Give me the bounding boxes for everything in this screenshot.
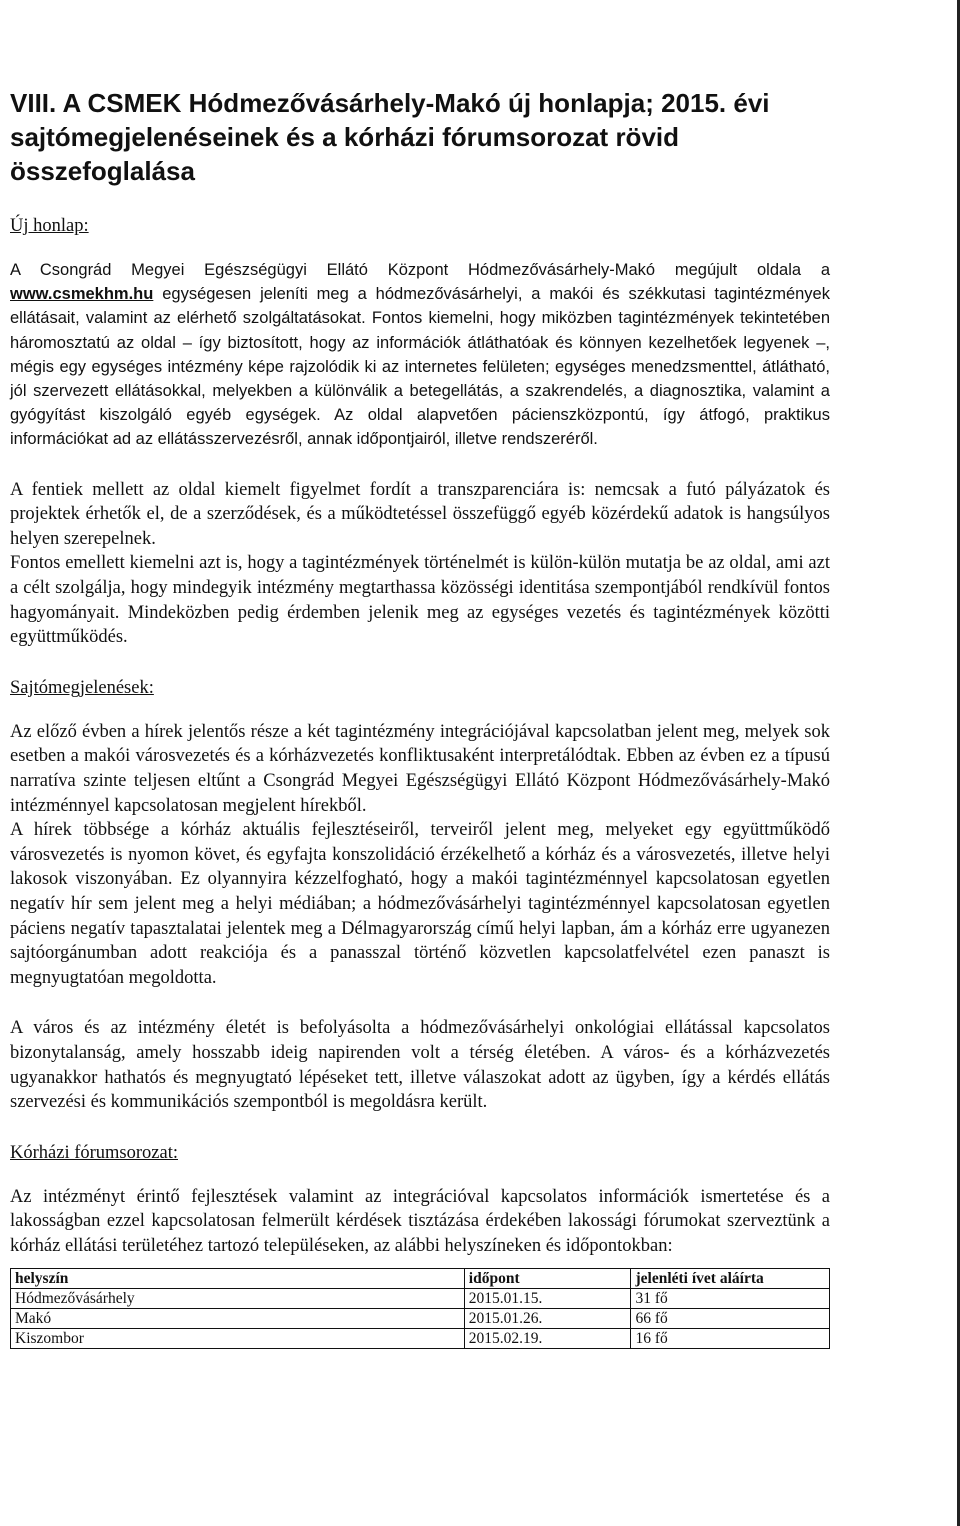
table-header-row: [11, 1269, 830, 1289]
table-cell-location: Kiszombor: [11, 1329, 465, 1349]
table-cell-date: 2015.01.15.: [464, 1289, 631, 1309]
table-cell-attendance: 16 fő: [631, 1329, 830, 1349]
paragraph-website-intro: [10, 258, 830, 452]
table-row: [11, 1289, 830, 1309]
document-content: [10, 86, 830, 1349]
website-link[interactable]: www.csmekhm.hu: [10, 285, 154, 304]
table-header-date: időpont: [464, 1269, 631, 1289]
table-cell-location: Hódmezővásárhely: [11, 1289, 465, 1309]
paragraph-press-previous-year: Az előző évben a hírek jelentős része a két tagintézmény integrációjával kapcsolatban jelent meg, melyek sok esetben a makói városvezetés és a kórházvezetés konfliktusaként interpretálódtak. Ebben az évben ez a típusú narratíva szinte teljesen eltűnt a Csongrád Megyei Egészségügyi Ellátó Központ Hódmezővásárhely-Makó intézménnyel kapcsolatosan megjelent hírekből.: [10, 721, 830, 816]
title-line-1: VIII. A CSMEK Hódmezővásárhely-Makó új honlapja; 2015. évi: [10, 88, 770, 118]
paragraph-website-intro-cont: Fontos kiemelni, hogy miközben tagintézmények tekintetében háromosztatú az oldal – így biztosított, hogy az információk átláthatóak és könnyen kezelhetőek legyenek –, mégis egy egységes intézmény képe rajzolódik ki az internetes felületen; egységes menedzsmenttel, átlátható, jól szervezett ellátásokkal, melyekben a különválik a betegellátás, a szakrendelés, a diagnosztika, valamint a gyógyítást kiszolgáló egyéb egységek. Az oldal alapvetően pácienszközpontú, így átfogó, praktikus információkat ad az ellátásszervezésről, annak időpontjairól, illetve rendszeréről.: [10, 309, 830, 449]
table-header-location: helyszín: [11, 1269, 465, 1289]
forum-table: [10, 1268, 830, 1349]
section-heading-press: Sajtómegjelenések:: [10, 677, 154, 698]
paragraph-oncology: A város és az intézmény életét is befolyásolta a hódmezővásárhelyi onkológiai ellátással kapcsolatos bizonytalanság, amely hosszabb ideig napirenden volt a térség életében. A város- és a kórházvezetés ugyanakkor hathatós és megnyugtató lépéseket tett, illetve válaszokat adott az ügyben, így a kérdés ellátás szervezési és kommunikációs szempontból is megoldásra került.: [10, 1018, 830, 1113]
section-heading-new-website: Új honlap:: [10, 216, 89, 236]
table-header-attendance: jelenléti ívet aláírta: [631, 1269, 830, 1289]
table-cell-attendance: 31 fő: [631, 1289, 830, 1309]
table-row: [11, 1329, 830, 1349]
table-cell-attendance: 66 fő: [631, 1309, 830, 1329]
paragraph-forums: Az intézményt érintő fejlesztések valamint az integrációval kapcsolatos információk ismertetése és a lakosságban ezzel kapcsolatosan felmerült kérdések tisztázása érdekében lakossági fórumokat szerveztünk a kórház ellátási területéhez tartozó településeken, az alábbi helyszíneken és időpontokban:: [10, 1186, 830, 1256]
paragraph-website-intro-start: A Csongrád Megyei Egészségügyi Ellátó Központ Hódmezővásárhely-Makó megújult oldala a: [10, 261, 830, 279]
section-heading-forum-series: Kórházi fórumsorozat:: [10, 1142, 178, 1163]
paragraph-press-news: A hírek többsége a kórház aktuális fejlesztéseiről, terveiről jelent meg, melyeket egy együttműködő városvezetés is nyomon követ, és egyfajta konszolidáció érzékelhető a kórház és a városvezetés, illetve helyi lakosok viszonyában. Ez olyannyira kézzelfogható, hogy a makói tagintézménnyel kapcsolatosan egyetlen negatív hír sem jelent meg a helyi médiában; a hódmezővásárhelyi tagintézménnyel kapcsolatosan egyetlen páciens negatív tapasztalatai jelentek meg a Délmagyarország című helyi lapban, ám a kórház erre ugyanezen sajtóorgánumban adott reakciója és a panasszal történő közvetlen kapcsolatfelvétel ezen panaszt is megnyugtatóan megoldotta.: [10, 820, 830, 988]
paragraph-website-intro-rest: egységesen jeleníti meg a hódmezővásárhelyi, a makói és székkutasi tagintézmények ellátásait, valamint az elérhető szolgáltatásokat.: [10, 285, 830, 328]
table-row: [11, 1309, 830, 1329]
table-cell-date: 2015.02.19.: [464, 1329, 631, 1349]
paragraph-history: Fontos emellett kiemelni azt is, hogy a tagintézmények történelmét is külön-külön mutatja be az oldal, ami azt a célt szolgálja, hogy mindegyik intézmény megtarthassa közösségi identitása szempontjából rendkívül fontos hagyományait. Mindeközben pedig érdemben jelenik meg az egységes vezetés és tagintézmények közötti együttműködés.: [10, 553, 830, 648]
table-cell-location: Makó: [11, 1309, 465, 1329]
paragraph-transparency: A fentiek mellett az oldal kiemelt figyelmet fordít a transzparenciára is: nemcsak a futó pályázatok és projektek érhetők el, de a szerződések, és a működtetéssel összefüggő egyéb közérdekű adatok is hangsúlyos helyen szerepelnek.: [10, 479, 830, 549]
table-cell-date: 2015.01.26.: [464, 1309, 631, 1329]
title-line-2: sajtómegjelenéseinek és a kórházi fórumsorozat rövid összefoglalása: [10, 122, 680, 186]
document-title: [10, 86, 830, 188]
